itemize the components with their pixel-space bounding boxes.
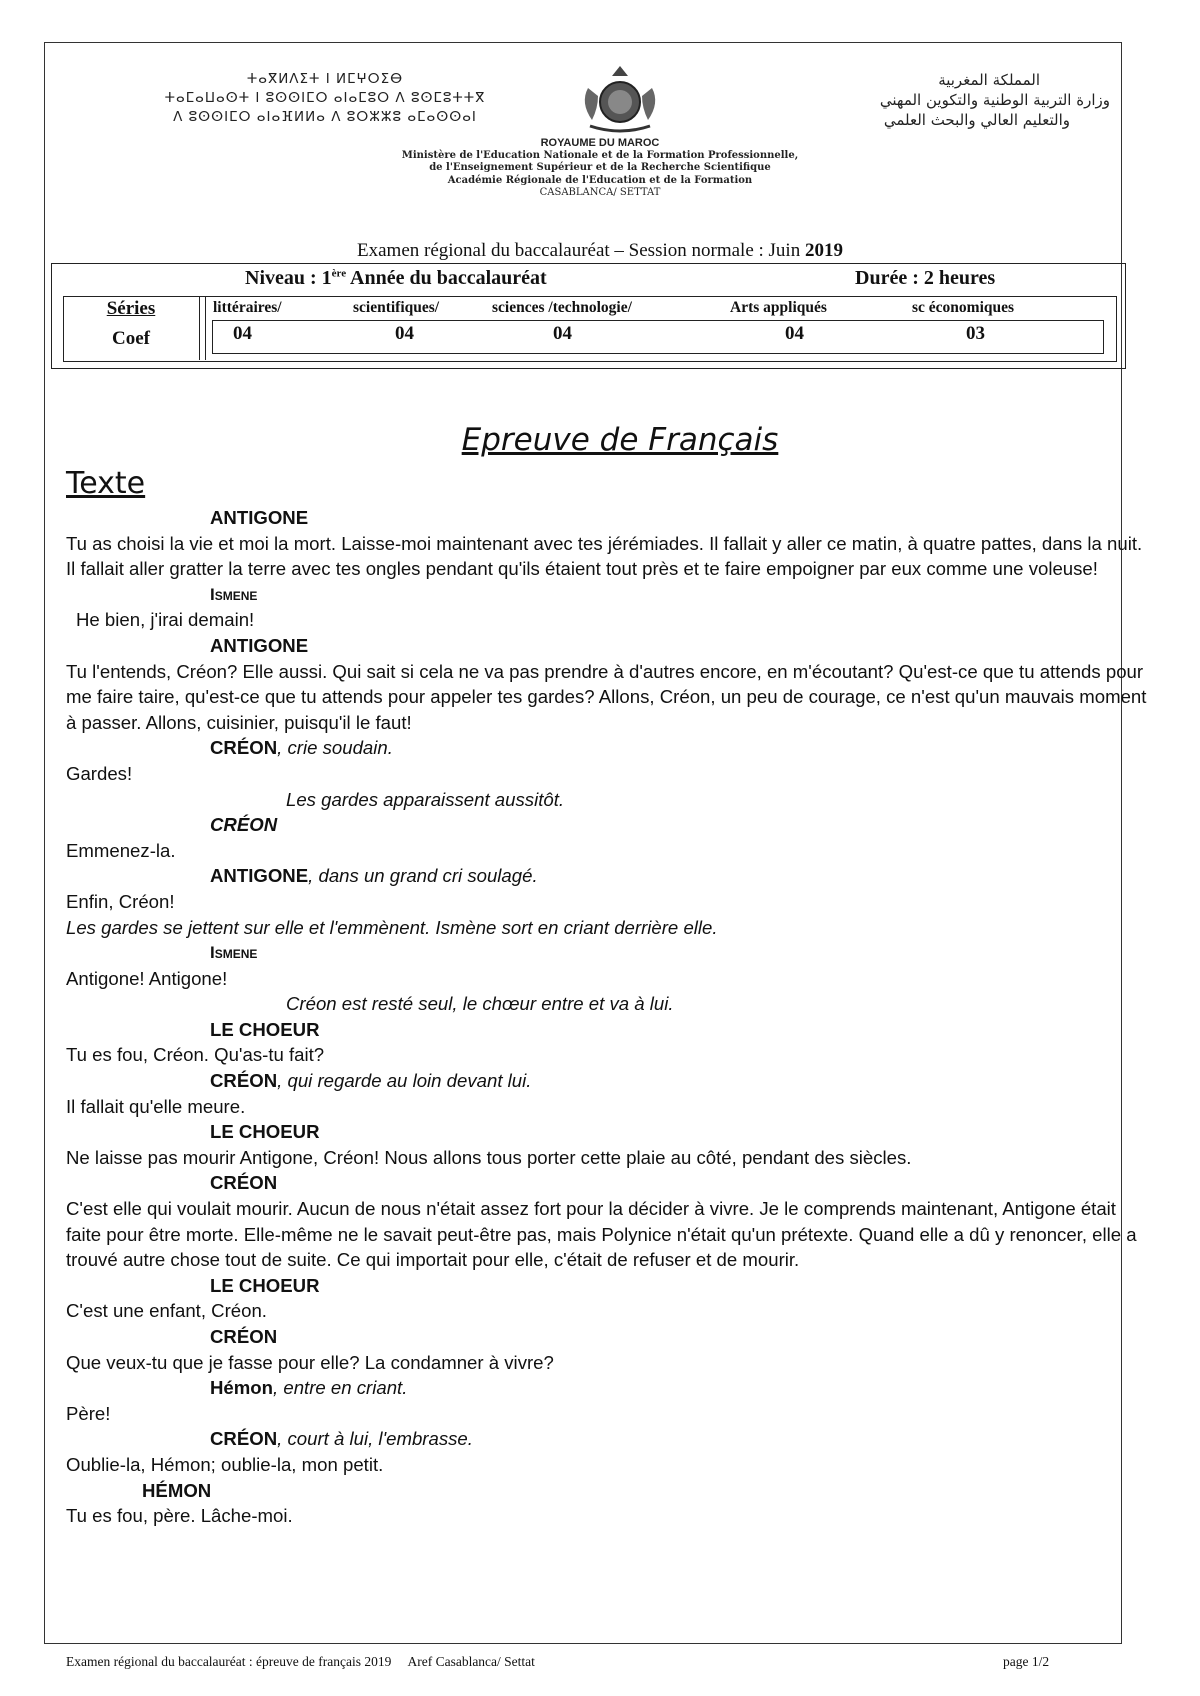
- speaker-name: HÉMON: [142, 1479, 212, 1501]
- ministry-line: Ministère de l'Education Nationale et de la Formation Professionnelle,: [401, 149, 799, 161]
- niveau-rest: Année du baccalauréat: [346, 267, 547, 289]
- series-label: Séries: [106, 298, 156, 319]
- coef-value: 04: [785, 323, 804, 344]
- speaker-name: CRÉON: [210, 1070, 278, 1092]
- speaker-name: ANTIGONE: [210, 865, 309, 887]
- dialogue-line: Antigone! Antigone!: [66, 967, 228, 989]
- arabic-line: وزارة التربية الوطنية والتكوين المهني: [879, 91, 1110, 109]
- stage-direction: , qui regarde au loin devant lui.: [277, 1070, 532, 1092]
- speaker-name: Ismene: [210, 943, 258, 963]
- page-title: Epreuve de Français: [461, 422, 779, 458]
- stage-direction: , entre en criant.: [273, 1377, 408, 1399]
- exam-year: 2019: [804, 240, 843, 261]
- niveau-sup: ère: [331, 267, 347, 280]
- speaker-with-direction: [66, 1068, 1151, 1094]
- table-divider: [199, 296, 206, 360]
- speaker-with-direction: [66, 735, 1151, 761]
- arabic-line: المملكة المغربية: [938, 71, 1040, 89]
- speaker-name: Ismene: [210, 584, 258, 604]
- stage-direction: , crie soudain.: [277, 737, 393, 759]
- dialogue-line: Tu es fou, père. Lâche-moi.: [66, 1505, 293, 1527]
- speaker-name: Hémon: [210, 1377, 274, 1399]
- dialogue-line: Tu es fou, Créon. Qu'as-tu fait?: [66, 1044, 325, 1066]
- series-item: Arts appliqués: [730, 299, 827, 316]
- coef-label: Coef: [112, 328, 150, 349]
- duree-label: Durée : 2 heures: [855, 267, 996, 289]
- speaker-name: LE CHOEUR: [210, 1274, 320, 1296]
- stage-direction: Les gardes apparaissent aussitôt.: [286, 788, 565, 810]
- dialogue-line: He bien, j'irai demain!: [76, 609, 255, 631]
- speaker-name: CRÉON: [210, 814, 278, 836]
- speaker-name: ANTIGONE: [210, 507, 309, 528]
- speaker-name: CRÉON: [210, 737, 278, 759]
- dialogue-line: Que veux-tu que je fasse pour elle? La condamner à vivre?: [66, 1351, 554, 1373]
- dialogue-line: C'est une enfant, Créon.: [66, 1300, 267, 1322]
- coef-value: 04: [553, 323, 572, 344]
- exam-session-line: [0, 240, 1200, 262]
- royaume-label: ROYAUME DU MAROC: [540, 137, 660, 149]
- stage-direction: , dans un grand cri soulagé.: [308, 865, 538, 887]
- speaker-with-direction: [66, 863, 1151, 889]
- speaker-name: CRÉON: [210, 1172, 278, 1194]
- niveau-text: Niveau : 1: [245, 267, 332, 289]
- dialogue-line: Oublie-la, Hémon; oublie-la, mon petit.: [66, 1453, 384, 1475]
- ministry-line: CASABLANCA/ SETTAT: [539, 187, 661, 198]
- royal-emblem-icon: [570, 58, 670, 138]
- dialogue-line: Ne laisse pas mourir Antigone, Créon! Nous allons tous porter cette plaie au côté, pendant des siècles.: [66, 1146, 912, 1168]
- ministry-line: Académie Régionale de l'Education et de la Formation: [447, 174, 753, 186]
- dialogue-line: Tu l'entends, Créon? Elle aussi. Qui sait si cela ne va pas prendre à d'autres encore, en m'écoutant? Qu'est-ce que tu attends pour me faire taire, qu'est-ce que tu attends pour appeler tes gardes? Allons, Créon, un peu de courage, ce n'est qu'un mauvais moment à passer. Allons, cuisinier, puisqu'il le faut!: [66, 660, 1147, 733]
- dialogue-line: C'est elle qui voulait mourir. Aucun de nous n'était assez fort pour la décider à vivre. Je le comprends maintenant, Antigone était faite pour être morte. Elle-même ne le savait peut-être pas, mais Polynice n'était qu'un prétexte. Quand elle a dû y renoncer, elle a trouvé autre chose tout de suite. Ce qui importait pour elle, c'était de refuser et de mourir.: [66, 1198, 1137, 1271]
- series-item: sc économiques: [912, 299, 1015, 316]
- dialogue-line: Gardes!: [66, 762, 133, 784]
- section-heading: Texte: [66, 466, 146, 501]
- speaker-name: ANTIGONE: [210, 634, 309, 656]
- footer-left: Examen régional du baccalauréat : épreuve de français 2019 Aref Casablanca/ Settat: [66, 1654, 535, 1669]
- footer-page-number: page 1/2: [1003, 1654, 1050, 1669]
- tifinagh-header: [85, 70, 565, 127]
- dialogue-line: Père!: [66, 1402, 111, 1424]
- coef-value: 03: [966, 323, 985, 344]
- series-item: sciences /technologie/: [492, 299, 632, 316]
- dialogue-line: Il fallait qu'elle meure.: [66, 1095, 246, 1117]
- dialogue-line: Emmenez-la.: [66, 839, 176, 861]
- series-item: scientifiques/: [353, 299, 440, 316]
- speaker-name: CRÉON: [210, 1428, 278, 1450]
- niveau-label: [245, 267, 547, 290]
- tifinagh-line: ⴷ ⵓⵙⵙⵏⵎⵔ ⴰⵏⴰⴼⵍⵍⴰ ⴷ ⵓⵔⵣⵣⵓ ⴰⵎⴰⵙⵙⴰⵏ: [173, 109, 477, 125]
- speaker-name: LE CHOEUR: [210, 1121, 320, 1143]
- ministry-block: [300, 137, 900, 200]
- tifinagh-line: ⵜⴰⴳⵍⴷⵉⵜ ⵏ ⵍⵎⵖⵔⵉⴱ: [246, 71, 404, 87]
- exam-session-text: Examen régional du baccalauréat – Session normale : Juin: [357, 240, 805, 261]
- coef-value: 04: [233, 323, 252, 344]
- play-text: [66, 505, 1151, 1529]
- speaker-with-direction: [66, 1375, 1151, 1401]
- speaker-name: LE CHOEUR: [210, 1018, 320, 1040]
- tifinagh-line: ⵜⴰⵎⴰⵡⴰⵙⵜ ⵏ ⵓⵙⵙⵏⵎⵔ ⴰⵏⴰⵎⵓⵔ ⴷ ⵓⵙⵎⵓⵜⵜⴳ: [164, 90, 486, 106]
- arabic-header: [700, 70, 1110, 130]
- stage-direction: Les gardes se jettent sur elle et l'emmènent. Ismène sort en criant derrière elle.: [66, 916, 718, 938]
- stage-direction: Créon est resté seul, le chœur entre et va à lui.: [286, 993, 674, 1015]
- stage-direction: , court à lui, l'embrasse.: [277, 1428, 473, 1450]
- speaker-name: CRÉON: [210, 1326, 278, 1347]
- speaker-with-direction: [66, 1426, 1151, 1452]
- coef-value: 04: [395, 323, 414, 344]
- dialogue-line: Enfin, Créon!: [66, 890, 175, 912]
- series-item: littéraires/: [213, 299, 282, 316]
- ministry-line: de l'Enseignement Supérieur et de la Recherche Scientifique: [429, 162, 771, 173]
- arabic-line: والتعليم العالي والبحث العلمي: [883, 111, 1070, 129]
- dialogue-line: Tu as choisi la vie et moi la mort. Laisse-moi maintenant avec tes jérémiades. Il fallait y aller ce matin, à quatre pattes, dans la nuit. Il fallait aller gratter la terre avec tes ongles pendant qu'ils étaient tout près et te faire empoigner par eux comme une voleuse!: [66, 532, 1143, 580]
